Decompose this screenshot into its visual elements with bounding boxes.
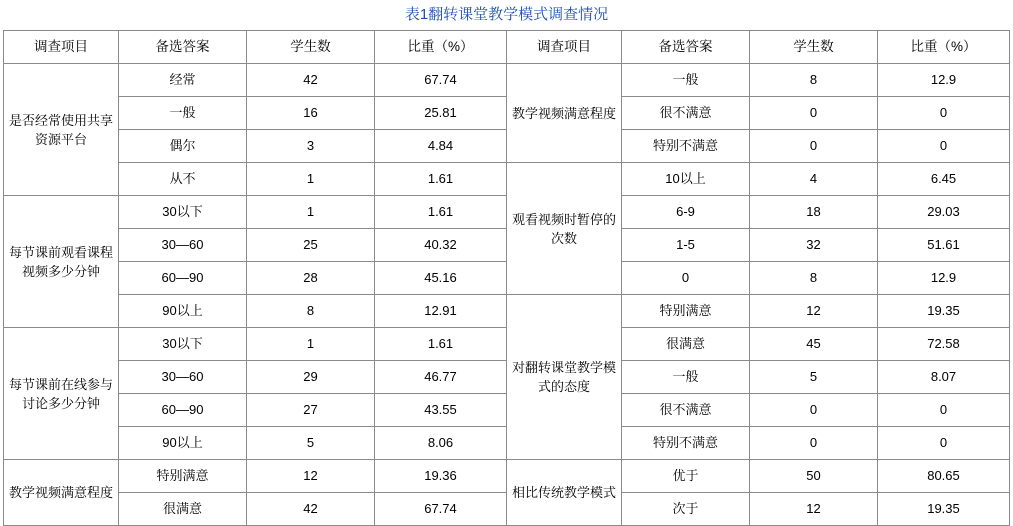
header-left-answer: 备选答案 <box>119 31 247 64</box>
table-row <box>4 163 1010 196</box>
right-count-cell: 0 <box>750 394 878 427</box>
right-count-cell: 12 <box>750 295 878 328</box>
right-percent-cell: 19.35 <box>878 493 1010 526</box>
left-count-cell: 29 <box>247 361 375 394</box>
left-percent-cell: 67.74 <box>375 493 507 526</box>
table-row <box>4 460 1010 493</box>
table-header-row <box>4 31 1010 64</box>
right-percent-cell: 72.58 <box>878 328 1010 361</box>
table-row <box>4 295 1010 328</box>
left-count-cell: 16 <box>247 97 375 130</box>
left-percent-cell: 8.06 <box>375 427 507 460</box>
header-left-count: 学生数 <box>247 31 375 64</box>
right-count-cell: 8 <box>750 262 878 295</box>
right-answer-cell: 很满意 <box>622 328 750 361</box>
right-percent-cell: 12.9 <box>878 262 1010 295</box>
left-count-cell: 42 <box>247 64 375 97</box>
right-percent-cell: 51.61 <box>878 229 1010 262</box>
header-left-percent: 比重（%） <box>375 31 507 64</box>
survey-table <box>3 30 1010 526</box>
left-percent-cell: 46.77 <box>375 361 507 394</box>
right-category-cell: 相比传统教学模式 <box>507 460 622 526</box>
right-answer-cell: 一般 <box>622 361 750 394</box>
left-answer-cell: 一般 <box>119 97 247 130</box>
left-answer-cell: 30以下 <box>119 328 247 361</box>
right-category-cell: 对翻转课堂教学模式的态度 <box>507 295 622 460</box>
right-percent-cell: 0 <box>878 97 1010 130</box>
left-percent-cell: 19.36 <box>375 460 507 493</box>
left-count-cell: 28 <box>247 262 375 295</box>
right-count-cell: 0 <box>750 427 878 460</box>
right-category-cell: 观看视频时暂停的次数 <box>507 163 622 295</box>
left-answer-cell: 60—90 <box>119 394 247 427</box>
left-percent-cell: 43.55 <box>375 394 507 427</box>
right-count-cell: 12 <box>750 493 878 526</box>
right-count-cell: 0 <box>750 97 878 130</box>
left-percent-cell: 40.32 <box>375 229 507 262</box>
left-count-cell: 42 <box>247 493 375 526</box>
right-answer-cell: 很不满意 <box>622 394 750 427</box>
right-answer-cell: 10以上 <box>622 163 750 196</box>
left-count-cell: 25 <box>247 229 375 262</box>
header-right-category: 调查项目 <box>507 31 622 64</box>
left-category-cell: 教学视频满意程度 <box>4 460 119 526</box>
right-answer-cell: 特别不满意 <box>622 130 750 163</box>
left-count-cell: 1 <box>247 328 375 361</box>
right-answer-cell: 特别满意 <box>622 295 750 328</box>
right-percent-cell: 29.03 <box>878 196 1010 229</box>
left-answer-cell: 30以下 <box>119 196 247 229</box>
left-answer-cell: 经常 <box>119 64 247 97</box>
left-answer-cell: 90以上 <box>119 427 247 460</box>
left-category-cell: 是否经常使用共享资源平台 <box>4 64 119 196</box>
left-category-cell: 每节课前观看课程视频多少分钟 <box>4 196 119 328</box>
right-percent-cell: 0 <box>878 427 1010 460</box>
left-answer-cell: 特别满意 <box>119 460 247 493</box>
right-count-cell: 5 <box>750 361 878 394</box>
page-title: 表1翻转课堂教学模式调查情况 <box>404 6 609 23</box>
left-percent-cell: 12.91 <box>375 295 507 328</box>
left-answer-cell: 30—60 <box>119 229 247 262</box>
left-percent-cell: 67.74 <box>375 64 507 97</box>
right-percent-cell: 19.35 <box>878 295 1010 328</box>
right-count-cell: 0 <box>750 130 878 163</box>
right-percent-cell: 6.45 <box>878 163 1010 196</box>
left-percent-cell: 45.16 <box>375 262 507 295</box>
left-percent-cell: 4.84 <box>375 130 507 163</box>
right-count-cell: 50 <box>750 460 878 493</box>
left-answer-cell: 90以上 <box>119 295 247 328</box>
header-right-answer: 备选答案 <box>622 31 750 64</box>
right-count-cell: 8 <box>750 64 878 97</box>
table-row <box>4 64 1010 97</box>
left-category-cell: 每节课前在线参与讨论多少分钟 <box>4 328 119 460</box>
right-percent-cell: 12.9 <box>878 64 1010 97</box>
right-percent-cell: 80.65 <box>878 460 1010 493</box>
left-count-cell: 27 <box>247 394 375 427</box>
left-answer-cell: 30—60 <box>119 361 247 394</box>
left-answer-cell: 偶尔 <box>119 130 247 163</box>
header-left-category: 调查项目 <box>4 31 119 64</box>
left-count-cell: 1 <box>247 196 375 229</box>
right-count-cell: 4 <box>750 163 878 196</box>
left-percent-cell: 25.81 <box>375 97 507 130</box>
left-count-cell: 12 <box>247 460 375 493</box>
left-answer-cell: 60—90 <box>119 262 247 295</box>
left-count-cell: 1 <box>247 163 375 196</box>
left-percent-cell: 1.61 <box>375 328 507 361</box>
header-right-percent: 比重（%） <box>878 31 1010 64</box>
right-answer-cell: 次于 <box>622 493 750 526</box>
right-count-cell: 32 <box>750 229 878 262</box>
right-answer-cell: 0 <box>622 262 750 295</box>
right-percent-cell: 8.07 <box>878 361 1010 394</box>
left-percent-cell: 1.61 <box>375 163 507 196</box>
header-right-count: 学生数 <box>750 31 878 64</box>
right-answer-cell: 特别不满意 <box>622 427 750 460</box>
table-body <box>4 31 1010 526</box>
right-percent-cell: 0 <box>878 394 1010 427</box>
right-count-cell: 18 <box>750 196 878 229</box>
right-count-cell: 45 <box>750 328 878 361</box>
right-answer-cell: 一般 <box>622 64 750 97</box>
left-count-cell: 3 <box>247 130 375 163</box>
right-percent-cell: 0 <box>878 130 1010 163</box>
right-category-cell: 教学视频满意程度 <box>507 64 622 163</box>
right-answer-cell: 1-5 <box>622 229 750 262</box>
left-answer-cell: 很满意 <box>119 493 247 526</box>
right-answer-cell: 优于 <box>622 460 750 493</box>
left-count-cell: 5 <box>247 427 375 460</box>
right-answer-cell: 6-9 <box>622 196 750 229</box>
left-percent-cell: 1.61 <box>375 196 507 229</box>
left-answer-cell: 从不 <box>119 163 247 196</box>
left-count-cell: 8 <box>247 295 375 328</box>
right-answer-cell: 很不满意 <box>622 97 750 130</box>
